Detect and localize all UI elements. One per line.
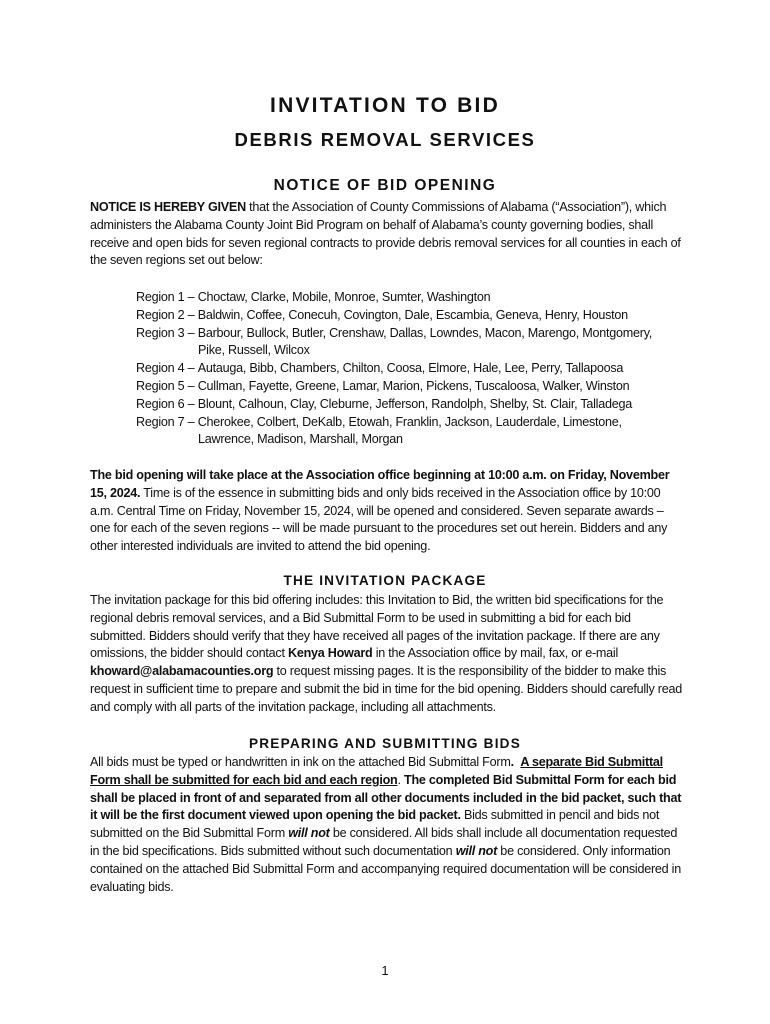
preparing-emphasis-2: will not <box>455 843 498 858</box>
preparing-text-4: be considered. All bids shall include all documentation requested in the bid specifications. Bids submitted without such documentation <box>90 826 678 858</box>
preparing-paragraph <box>90 754 682 896</box>
region-item <box>136 289 696 307</box>
region-counties-continued: Lawrence, Madison, Marshall, Morgan <box>198 432 403 447</box>
region-name: Region 7 <box>136 414 185 429</box>
region-separator: – <box>184 378 198 393</box>
region-separator: – <box>184 396 198 411</box>
bid-opening-bold: The bid opening will take place at the Association office beginning at 10:00 a.m. on Friday, November 15, 2024. <box>90 468 670 500</box>
package-text-1: The invitation package for this bid offering includes: this Invitation to Bid, the written bid specifications for the regional debris removal services, and a Bid Submittal Form to be used in submitting a bid for each bid submitted. Bidders should verify that they have received all pages of the invitation package. If there are any omissions, the bidder should contact <box>90 593 664 661</box>
document-title: INVITATION TO BID <box>270 94 500 117</box>
region-counties: Baldwin, Coffee, Conecuh, Covington, Dale, Escambia, Geneva, Henry, Houston <box>197 307 628 322</box>
preparing-text-5: be considered. Only information contained on the attached Bid Submittal Form and accompanying required documentation will be considered in evaluating bids. <box>90 843 681 894</box>
region-counties: Choctaw, Clarke, Mobile, Monroe, Sumter, Washington <box>197 290 491 304</box>
region-item <box>136 307 696 325</box>
preparing-emphasis-1: will not <box>288 826 330 841</box>
preparing-heading: PREPARING AND SUBMITTING BIDS <box>249 736 521 751</box>
region-item <box>136 414 696 432</box>
region-counties: Autauga, Bibb, Chambers, Chilton, Coosa, Elmore, Hale, Lee, Perry, Tallapoosa <box>197 361 624 376</box>
contact-name: Kenya Howard <box>287 646 373 661</box>
region-separator: – <box>184 414 198 429</box>
region-counties: Blount, Calhoun, Clay, Cleburne, Jefferson, Randolph, Shelby, St. Clair, Talladega <box>197 396 632 411</box>
region-counties: Barbour, Bullock, Butler, Crenshaw, Dallas, Lowndes, Macon, Marengo, Montgomery, <box>197 325 653 340</box>
region-name: Region 4 <box>136 361 185 376</box>
preparing-text-2: . <box>397 772 404 787</box>
region-item <box>136 360 696 378</box>
region-separator: – <box>184 325 198 340</box>
notice-heading: NOTICE OF BID OPENING <box>273 177 497 194</box>
bid-opening-paragraph <box>90 467 682 556</box>
region-counties: Cullman, Fayette, Greene, Lamar, Marion, Pickens, Tuscaloosa, Walker, Winston <box>197 378 630 393</box>
region-separator: – <box>184 307 198 322</box>
package-text-2: in the Association office by mail, fax, or e-mail <box>372 646 619 661</box>
region-counties: Cherokee, Colbert, DeKalb, Etowah, Franklin, Jackson, Lauderdale, Limestone, <box>197 414 622 429</box>
package-text-3: to request missing pages. It is the responsibility of the bidder to make this request in sufficient time to prepare and submit the bid in time for the bid opening. Bidders should carefully read and comply with all parts of the invitation package, including all attachments. <box>90 664 682 714</box>
region-name: Region 3 <box>136 325 185 340</box>
region-name: Region 2 <box>136 307 185 322</box>
package-heading: THE INVITATION PACKAGE <box>283 573 487 588</box>
region-item <box>136 396 696 414</box>
intro-paragraph <box>90 199 682 270</box>
region-item <box>136 378 696 396</box>
preparing-bold: The completed Bid Submittal Form for each bid shall be placed in front of and separated from all other documents included in the bid packet, such that it will be the first document viewed upon opening the bid packet. <box>90 772 682 823</box>
region-name: Region 1 <box>136 290 185 304</box>
package-paragraph <box>90 592 682 717</box>
preparing-text-3: Bids submitted in pencil and bids not submitted on the Bid Submittal Form <box>90 808 660 841</box>
region-name: Region 6 <box>136 396 185 411</box>
preparing-underline: A separate Bid Submittal Form shall be submitted for each bid and each region <box>90 755 663 787</box>
region-separator: – <box>184 361 198 376</box>
document-subtitle: DEBRIS REMOVAL SERVICES <box>234 129 536 150</box>
intro-text: that the Association of County Commissions of Alabama (“Association”), which administers the Alabama County Joint Bid Program on behalf of Alabama’s county governing bodies, shall receive and open bids for seven regional contracts to provide debris removal services for all counties in each of the seven regions set out below: <box>90 200 681 268</box>
region-item <box>136 325 696 343</box>
region-counties-continued: Pike, Russell, Wilcox <box>198 343 310 358</box>
region-name: Region 5 <box>136 378 185 393</box>
contact-email: khoward@alabamacounties.org <box>90 664 274 679</box>
page-number: 1 <box>381 963 389 978</box>
regions-list <box>136 289 696 449</box>
preparing-text-1: All bids must be typed or handwritten in ink on the attached Bid Submittal Form <box>90 755 511 769</box>
region-separator: – <box>184 290 198 304</box>
preparing-bold-period: . <box>510 755 514 769</box>
bid-opening-text: Time is of the essence in submitting bids and only bids received in the Association office by 10:00 a.m. Central Time on Friday, November 15, 2024, will be opened and considered. Seven separate awards – one for each of the seven regions -- will be made pursuant to the procedures set out herein. Bidders and any other interested individuals are invited to attend the bid opening. <box>90 485 668 554</box>
intro-lead: NOTICE IS HEREBY GIVEN <box>90 200 246 214</box>
